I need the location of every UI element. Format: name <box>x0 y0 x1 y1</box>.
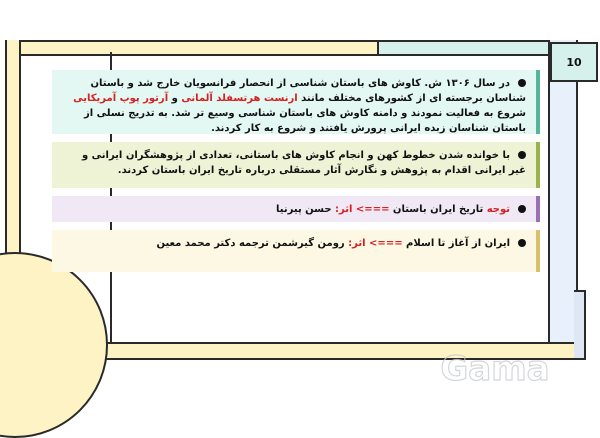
page-number: 10 <box>566 55 582 69</box>
bullet-dot-icon <box>518 239 526 247</box>
item-4-after: رومن گیرشمن ترجمه دکتر محمد معین <box>156 238 349 249</box>
content-box-2 <box>52 142 540 188</box>
bullet-dot-icon <box>518 205 526 213</box>
frame-inner-divider-right <box>548 52 550 342</box>
bullet-dot-icon <box>518 151 526 159</box>
item-4-arrow: ===> اثر: <box>348 238 403 249</box>
item-3-label: توجه <box>486 204 510 215</box>
content-box-4 <box>52 230 540 272</box>
bullet-dot-icon <box>518 79 526 87</box>
content-box-1 <box>52 70 540 134</box>
content-box-3 <box>52 196 540 222</box>
svg-text:Gama: Gama <box>440 349 550 388</box>
frame-top-right-band <box>377 40 552 56</box>
item-4-before: ایران از آغاز تا اسلام <box>402 238 510 249</box>
item-1-text-part1: در سال ۱۳۰۶ ش. کاوش های باستان شناسی از انحصار فرانسویان خارج شد و باستان شناسان برجسته ای از کشورهای مختلف مانند <box>90 78 526 104</box>
item-3-arrow: ===> اثر: <box>335 204 390 215</box>
frame-top-band <box>5 40 377 56</box>
item-1-red-name-2: آرتور پوپ آمریکایی <box>73 93 169 104</box>
item-2-text: با خوانده شدن خطوط کهن و انجام کاوش های باستانی، تعدادی از پژوهشگران ایرانی و غیر ایرانی اقدام به پژوهش و نگارش آثار مستقلی درباره تاریخ ایران باستان کردند. <box>81 150 526 176</box>
item-1-text-part3: شروع به فعالیت نمودند و دامنه کاوش های باستان شناسی وسیع تر شد. به تدریج نسلی از باستان شناسان زبده ایرانی پرورش یافتند و شروع به کار کردند. <box>83 108 526 134</box>
corner-quarter-circle <box>0 252 108 438</box>
item-3-before: تاریخ ایران باستان <box>389 204 487 215</box>
page-number-badge <box>550 42 598 82</box>
gama-watermark-logo <box>410 348 580 388</box>
item-1-red-name-1: ارنست هرتسفلد آلمانی <box>181 93 298 104</box>
item-3-after: حسن پیرنیا <box>276 204 336 215</box>
item-1-text-part2: و <box>168 93 182 104</box>
